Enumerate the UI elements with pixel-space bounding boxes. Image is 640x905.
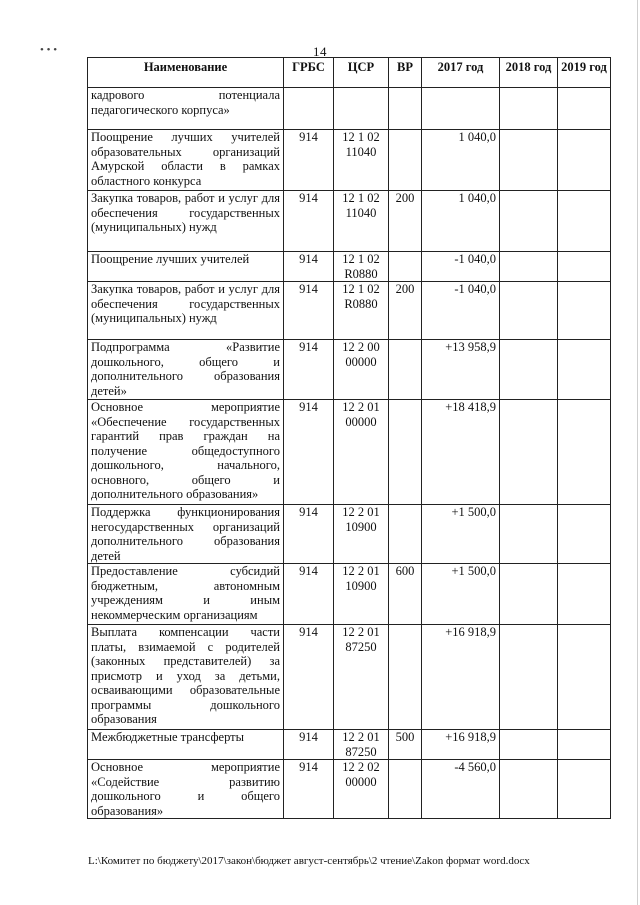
cell-y2019 xyxy=(558,191,611,252)
cell-grbs: 914 xyxy=(284,340,334,400)
header-name: Наименование xyxy=(88,58,284,88)
table-header-row xyxy=(88,58,611,88)
scan-edge-line xyxy=(637,0,638,905)
cell-y2019 xyxy=(558,340,611,400)
cell-grbs: 914 xyxy=(284,282,334,340)
table-row xyxy=(88,88,611,130)
cell-y2019 xyxy=(558,282,611,340)
table-row xyxy=(88,340,611,400)
header-2018: 2018 год xyxy=(500,58,558,88)
table-row xyxy=(88,505,611,564)
cell-y2017: +1 500,0 xyxy=(422,564,500,625)
cell-y2019 xyxy=(558,760,611,819)
cell-vr: 200 xyxy=(389,282,422,340)
cell-y2018 xyxy=(500,730,558,760)
cell-grbs: 914 xyxy=(284,564,334,625)
cell-y2018 xyxy=(500,340,558,400)
cell-y2017: +1 500,0 xyxy=(422,505,500,564)
table-row xyxy=(88,252,611,282)
cell-grbs: 914 xyxy=(284,252,334,282)
cell-csr: 12 2 00 00000 xyxy=(334,340,389,400)
cell-y2018 xyxy=(500,505,558,564)
cell-csr: 12 1 02 R0880 xyxy=(334,282,389,340)
cell-csr: 12 2 01 10900 xyxy=(334,564,389,625)
cell-name: Поощрение лучших учителей xyxy=(88,252,284,282)
cell-vr: 600 xyxy=(389,564,422,625)
cell-csr: 12 2 01 87250 xyxy=(334,625,389,730)
cell-y2017: +16 918,9 xyxy=(422,730,500,760)
cell-y2018 xyxy=(500,760,558,819)
cell-name: Закупка товаров, работ и услуг для обеспечения государственных (муниципальных) нужд xyxy=(88,191,284,252)
cell-vr xyxy=(389,340,422,400)
cell-y2019 xyxy=(558,252,611,282)
cell-y2018 xyxy=(500,400,558,505)
cell-y2017: 1 040,0 xyxy=(422,191,500,252)
table-row xyxy=(88,625,611,730)
cell-name: Подпрограмма «Развитие дошкольного, общего и дополнительного образования детей» xyxy=(88,340,284,400)
cell-grbs: 914 xyxy=(284,760,334,819)
cell-grbs xyxy=(284,88,334,130)
cell-csr: 12 2 01 00000 xyxy=(334,400,389,505)
cell-y2017: -1 040,0 xyxy=(422,282,500,340)
cell-vr: 500 xyxy=(389,730,422,760)
cell-y2018 xyxy=(500,130,558,191)
table-row xyxy=(88,400,611,505)
cell-grbs: 914 xyxy=(284,130,334,191)
cell-y2017: +18 418,9 xyxy=(422,400,500,505)
scan-marks: • • • xyxy=(40,44,58,56)
cell-name: Поддержка функционирования негосударственных организаций дополнительного образования детей xyxy=(88,505,284,564)
cell-y2019 xyxy=(558,400,611,505)
header-2019: 2019 год xyxy=(558,58,611,88)
cell-y2017: +13 958,9 xyxy=(422,340,500,400)
table-row xyxy=(88,282,611,340)
cell-name: Основное мероприятие «Содействие развитию дошкольного и общего образования» xyxy=(88,760,284,819)
header-vr: ВР xyxy=(389,58,422,88)
footer-file-path: L:\Комитет по бюджету\2017\закон\бюджет август-сентябрь\2 чтение\Zakon формат word.docx xyxy=(88,855,530,867)
cell-name: Предоставление субсидий бюджетным, автономным учреждениям и иным некоммерческим организациям xyxy=(88,564,284,625)
page-number: 14 xyxy=(313,44,327,59)
table-row xyxy=(88,564,611,625)
cell-csr: 12 1 02 11040 xyxy=(334,130,389,191)
header-csr: ЦСР xyxy=(334,58,389,88)
cell-name: Межбюджетные трансферты xyxy=(88,730,284,760)
cell-y2018 xyxy=(500,564,558,625)
cell-csr: 12 2 02 00000 xyxy=(334,760,389,819)
cell-y2018 xyxy=(500,282,558,340)
cell-csr xyxy=(334,88,389,130)
header-grbs: ГРБС xyxy=(284,58,334,88)
cell-name: Выплата компенсации части платы, взимаемой с родителей (законных представителей) за присмотр и уход за детьми, осваивающими образовательные программы дошкольного образования xyxy=(88,625,284,730)
cell-y2019 xyxy=(558,730,611,760)
header-2017: 2017 год xyxy=(422,58,500,88)
cell-grbs: 914 xyxy=(284,505,334,564)
cell-grbs: 914 xyxy=(284,400,334,505)
cell-name: Закупка товаров, работ и услуг для обеспечения государственных (муниципальных) нужд xyxy=(88,282,284,340)
cell-vr xyxy=(389,760,422,819)
cell-y2018 xyxy=(500,625,558,730)
cell-vr: 200 xyxy=(389,191,422,252)
cell-y2019 xyxy=(558,130,611,191)
cell-csr: 12 2 01 10900 xyxy=(334,505,389,564)
table-row xyxy=(88,191,611,252)
cell-name: Основное мероприятие «Обеспечение государственных гарантий прав граждан на получение общедоступного дошкольного, начального, основного, общего и дополнительного образования» xyxy=(88,400,284,505)
table-row xyxy=(88,730,611,760)
cell-csr: 12 2 01 87250 xyxy=(334,730,389,760)
cell-y2018 xyxy=(500,252,558,282)
cell-y2017 xyxy=(422,88,500,130)
cell-y2017: 1 040,0 xyxy=(422,130,500,191)
cell-vr xyxy=(389,625,422,730)
cell-vr xyxy=(389,130,422,191)
cell-y2018 xyxy=(500,88,558,130)
cell-vr xyxy=(389,400,422,505)
budget-table xyxy=(87,57,611,819)
cell-y2019 xyxy=(558,625,611,730)
table-row xyxy=(88,760,611,819)
cell-y2017: -1 040,0 xyxy=(422,252,500,282)
cell-csr: 12 1 02 R0880 xyxy=(334,252,389,282)
table-row xyxy=(88,130,611,191)
cell-y2017: -4 560,0 xyxy=(422,760,500,819)
cell-y2019 xyxy=(558,505,611,564)
cell-name: Поощрение лучших учителей образовательных организаций Амурской области в рамках областного конкурса xyxy=(88,130,284,191)
cell-grbs: 914 xyxy=(284,191,334,252)
cell-vr xyxy=(389,505,422,564)
cell-y2019 xyxy=(558,88,611,130)
cell-grbs: 914 xyxy=(284,625,334,730)
cell-csr: 12 1 02 11040 xyxy=(334,191,389,252)
cell-grbs: 914 xyxy=(284,730,334,760)
cell-vr xyxy=(389,252,422,282)
cell-y2018 xyxy=(500,191,558,252)
cell-vr xyxy=(389,88,422,130)
cell-y2019 xyxy=(558,564,611,625)
cell-name: кадрового потенциала педагогического корпуса» xyxy=(88,88,284,130)
cell-y2017: +16 918,9 xyxy=(422,625,500,730)
